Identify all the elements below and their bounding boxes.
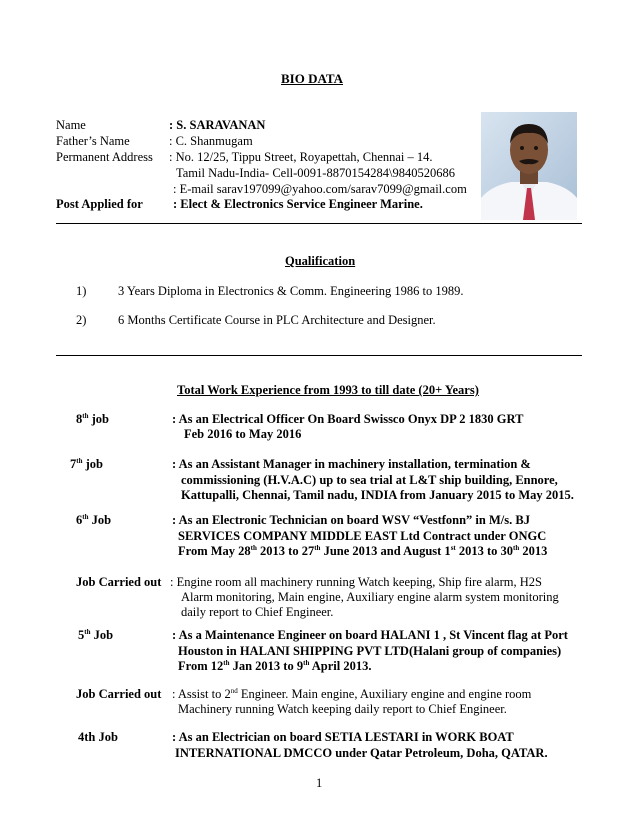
job-carried-out-2-line-2: Machinery running Watch keeping daily report to Chief Engineer. bbox=[178, 702, 507, 716]
job-4-label: 4th Job bbox=[78, 730, 118, 744]
job-5-line-3: From 12th Jan 2013 to 9th April 2013. bbox=[178, 658, 372, 673]
name-value: : S. SARAVANAN bbox=[169, 118, 266, 132]
job-5-line-1: : As a Maintenance Engineer on board HALANI 1 , St Vincent flag at Port bbox=[172, 628, 568, 642]
job-4-line-1: : As an Electrician on board SETIA LESTARI in WORK BOAT bbox=[172, 730, 514, 744]
job-7-line-1: : As an Assistant Manager in machinery installation, termination & bbox=[172, 457, 531, 471]
job-6-line-2: SERVICES COMPANY MIDDLE EAST Ltd Contract under ONGC bbox=[178, 529, 547, 543]
address-line-2: Tamil Nadu-India- Cell-0091-8870154284\9840520686 bbox=[176, 166, 455, 180]
address-label: Permanent Address bbox=[56, 150, 153, 164]
post-label: Post Applied for bbox=[56, 197, 143, 211]
job-7-label: 7th job bbox=[70, 456, 103, 471]
job-6-line-1: : As an Electronic Technician on board WSV “Vestfonn” in M/s. BJ bbox=[172, 513, 530, 527]
job-6-line-3: From May 28th 2013 to 27th June 2013 and August 1st 2013 to 30th 2013 bbox=[178, 543, 548, 558]
name-label: Name bbox=[56, 118, 86, 132]
person-portrait-icon bbox=[481, 112, 577, 220]
page-title: BIO DATA bbox=[281, 71, 343, 86]
post-value: : Elect & Electronics Service Engineer Marine. bbox=[173, 197, 423, 211]
job-carried-out-1-line-3: daily report to Chief Engineer. bbox=[181, 605, 334, 619]
job-8-line-2: Feb 2016 to May 2016 bbox=[184, 427, 302, 441]
qualification-item-1-text: 3 Years Diploma in Electronics & Comm. Engineering 1986 to 1989. bbox=[118, 284, 464, 298]
job-8-label: 8th job bbox=[76, 411, 109, 426]
father-label: Father’s Name bbox=[56, 134, 130, 148]
experience-heading: Total Work Experience from 1993 to till date (20+ Years) bbox=[177, 383, 479, 397]
profile-photo bbox=[481, 112, 577, 220]
qualification-heading: Qualification bbox=[285, 254, 356, 268]
job-5-line-2: Houston in HALANI SHIPPING PVT LTD(Halani group of companies) bbox=[178, 644, 562, 658]
address-line-1: : No. 12/25, Tippu Street, Royapettah, Chennai – 14. bbox=[169, 150, 433, 164]
job-carried-out-2-line-1: : Assist to 2nd Engineer. Main engine, Auxiliary engine and engine room bbox=[172, 686, 532, 701]
address-line-3: : E-mail sarav197099@yahoo.com/sarav7099@gmail.com bbox=[173, 182, 467, 196]
job-carried-out-1-line-2: Alarm monitoring, Main engine, Auxiliary engine alarm system monitoring bbox=[181, 590, 559, 604]
job-carried-out-label-2: Job Carried out bbox=[76, 687, 162, 701]
divider-2 bbox=[56, 355, 582, 356]
job-4-line-2: INTERNATIONAL DMCCO under Qatar Petroleum, Doha, QATAR. bbox=[175, 746, 548, 760]
job-5-label: 5th Job bbox=[78, 627, 114, 642]
qualification-item-1-number: 1) bbox=[76, 284, 87, 298]
father-value: : C. Shanmugam bbox=[169, 134, 253, 148]
job-7-line-3: Kattupalli, Chennai, Tamil nadu, INDIA from January 2015 to May 2015. bbox=[181, 488, 574, 502]
job-8-line-1: : As an Electrical Officer On Board Swissco Onyx DP 2 1830 GRT bbox=[172, 412, 524, 426]
job-carried-out-1-line-1: : Engine room all machinery running Watch keeping, Ship fire alarm, H2S bbox=[170, 575, 542, 589]
qualification-item-2-text: 6 Months Certificate Course in PLC Architecture and Designer. bbox=[118, 313, 436, 327]
job-6-label: 6th Job bbox=[76, 512, 112, 527]
page-number: 1 bbox=[316, 776, 323, 790]
job-7-line-2: commissioning (H.V.A.C) up to sea trial at L&T ship building, Ennore, bbox=[181, 473, 558, 487]
qualification-item-2-number: 2) bbox=[76, 313, 87, 327]
divider-1 bbox=[56, 223, 582, 224]
job-carried-out-label-1: Job Carried out bbox=[76, 575, 162, 589]
